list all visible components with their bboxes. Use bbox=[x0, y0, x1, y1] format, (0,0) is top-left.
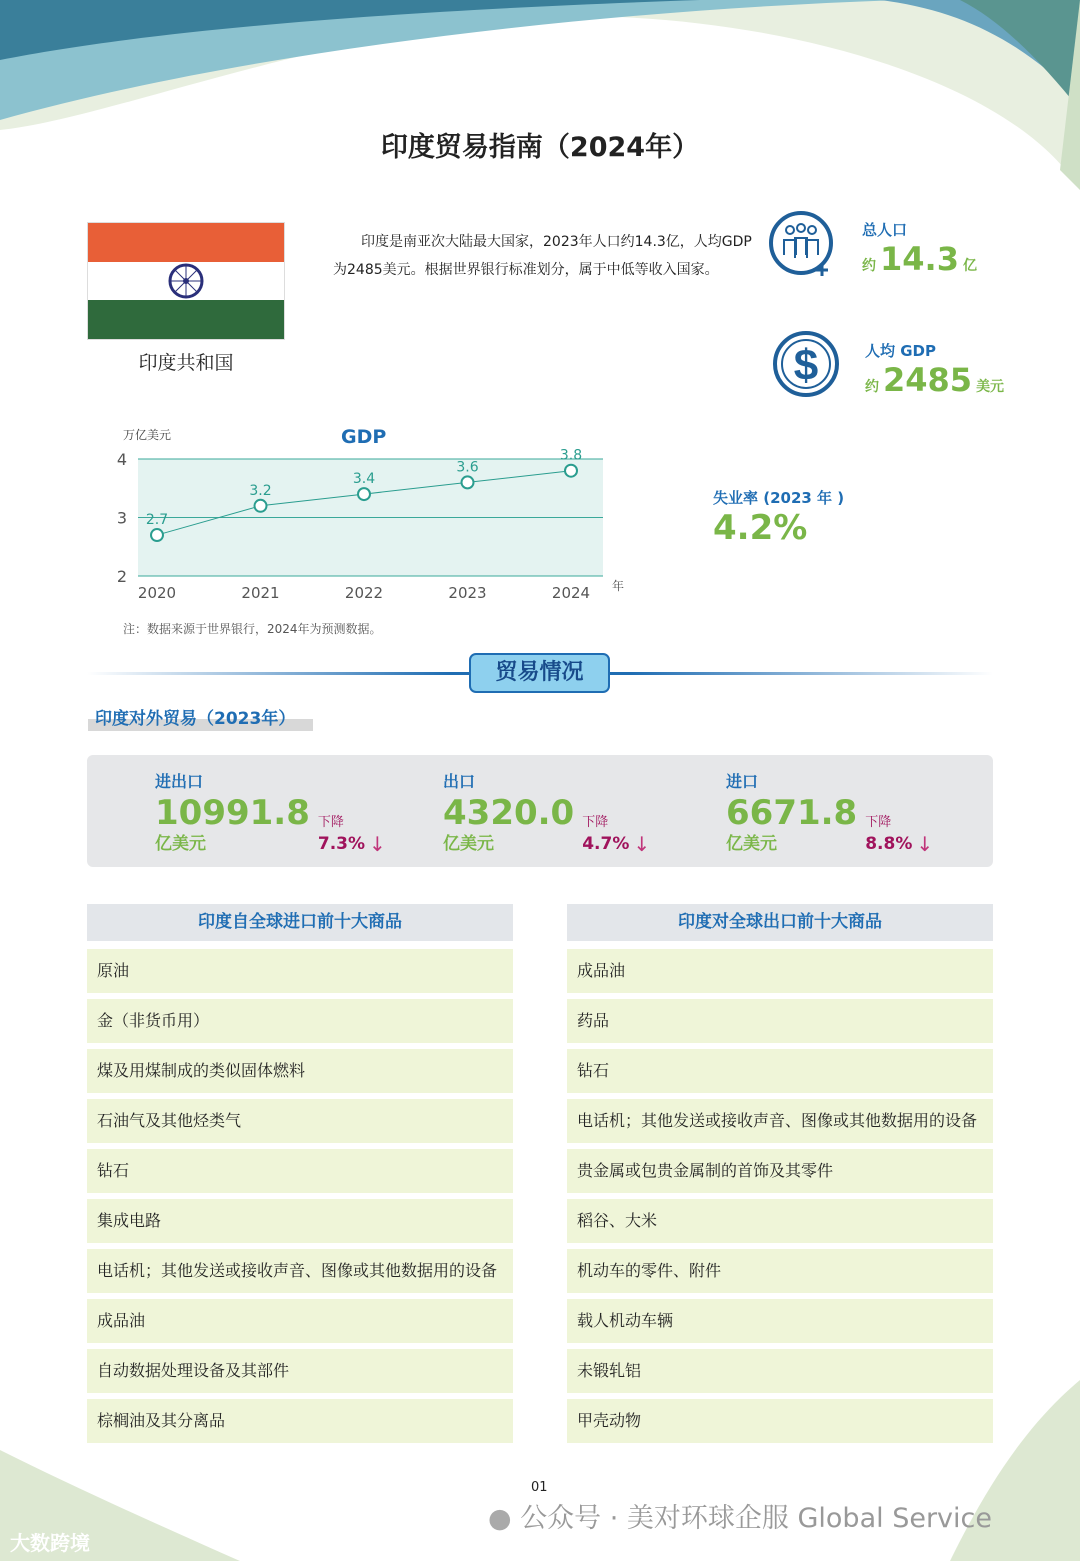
wechat-icon: ● bbox=[488, 1503, 512, 1534]
trade-export: 出口 4320.0 下降 亿美元 4.7% ↓ bbox=[443, 772, 651, 856]
down-arrow-icon: ↓ bbox=[916, 832, 934, 856]
x-tick-label: 2020 bbox=[137, 584, 177, 602]
page-number: 01 bbox=[531, 1480, 548, 1495]
trade-total: 进出口 10991.8 下降 亿美元 7.3% ↓ bbox=[155, 772, 386, 856]
dollar-icon bbox=[772, 330, 840, 398]
data-point bbox=[151, 529, 163, 541]
table-row: 集成电路 bbox=[87, 1199, 513, 1243]
x-tick-label: 2022 bbox=[344, 584, 384, 602]
table-row: 自动数据处理设备及其部件 bbox=[87, 1349, 513, 1393]
x-tick-label: 2024 bbox=[551, 584, 591, 602]
imports-table-header: 印度自全球进口前十大商品 bbox=[87, 904, 513, 941]
table-row: 原油 bbox=[87, 949, 513, 993]
down-arrow-icon: ↓ bbox=[633, 832, 651, 856]
page-title: 印度贸易指南（2024年） bbox=[380, 132, 700, 163]
data-point bbox=[255, 500, 267, 512]
watermark-logo: 大数跨境 bbox=[10, 1531, 90, 1555]
table-row: 电话机；其他发送或接收声音、图像或其他数据用的设备 bbox=[567, 1099, 993, 1143]
data-label: 3.8 bbox=[559, 447, 583, 464]
table-row: 电话机；其他发送或接收声音、图像或其他数据用的设备 bbox=[87, 1249, 513, 1293]
down-arrow-icon: ↓ bbox=[369, 832, 386, 856]
data-label: 3.2 bbox=[249, 482, 272, 499]
data-point bbox=[358, 488, 370, 500]
table-row: 煤及用煤制成的类似固体燃料 bbox=[87, 1049, 513, 1093]
trade-import: 进口 6671.8 下降 亿美元 8.8% ↓ bbox=[726, 772, 934, 856]
table-row: 药品 bbox=[567, 999, 993, 1043]
table-row: 石油气及其他烃类气 bbox=[87, 1099, 513, 1143]
y-tick-label: 4 bbox=[116, 450, 128, 469]
x-tick-label: 2021 bbox=[241, 584, 280, 602]
intro-text: 印度是南亚次大陆最大国家，2023年人口约14.3亿，人均GDP为2485美元。根据世界银行标准划分，属于中低等收入国家。 bbox=[333, 234, 752, 278]
exports-table-header: 印度对全球出口前十大商品 bbox=[567, 904, 993, 941]
table-row: 载人机动车辆 bbox=[567, 1299, 993, 1343]
gdp-line-chart bbox=[110, 445, 630, 610]
table-row: 稻谷、大米 bbox=[567, 1199, 993, 1243]
trade-summary bbox=[87, 755, 993, 867]
trade-subtitle: 印度对外贸易（2023年） bbox=[88, 704, 313, 731]
table-row: 棕榈油及其分离品 bbox=[87, 1399, 513, 1443]
imports-table bbox=[87, 904, 513, 1449]
table-row: 成品油 bbox=[87, 1299, 513, 1343]
section-title: 贸易情况 bbox=[469, 653, 610, 693]
table-row: 甲壳动物 bbox=[567, 1399, 993, 1443]
exports-table bbox=[567, 904, 993, 1449]
x-tick-label: 2023 bbox=[448, 584, 487, 602]
table-row: 成品油 bbox=[567, 949, 993, 993]
gdp-per-capita-stat: 人均 GDP 约 2485 美元 bbox=[865, 342, 1005, 399]
data-label: 2.7 bbox=[145, 512, 169, 529]
table-row: 金（非货币用） bbox=[87, 999, 513, 1043]
y-tick-label: 2 bbox=[116, 567, 128, 586]
y-tick-label: 3 bbox=[116, 508, 128, 528]
table-row: 机动车的零件、附件 bbox=[567, 1249, 993, 1293]
watermark: ● 公众号 · 美对环球企服 Global Service bbox=[488, 1503, 992, 1534]
unemployment-stat: 失业率 (2023 年 ) 4.2% bbox=[713, 489, 845, 548]
data-point bbox=[565, 465, 577, 477]
chart-note: 注：数据来源于世界银行，2024年为预测数据。 bbox=[123, 622, 382, 636]
india-flag bbox=[87, 222, 285, 340]
data-label: 3.4 bbox=[352, 471, 376, 488]
population-stat: 总人口 约 14.3 亿 bbox=[862, 221, 977, 278]
data-point bbox=[462, 476, 474, 488]
table-row: 钻石 bbox=[567, 1049, 993, 1093]
country-name: 印度共和国 bbox=[138, 352, 234, 374]
x-axis-label: 年 bbox=[612, 579, 625, 593]
data-label: 3.6 bbox=[456, 459, 479, 476]
chart-ylabel: 万亿美元 bbox=[123, 428, 172, 442]
population-icon bbox=[768, 210, 838, 280]
ashoka-chakra-icon bbox=[167, 262, 205, 300]
table-row: 贵金属或包贵金属制的首饰及其零件 bbox=[567, 1149, 993, 1193]
table-row: 未锻轧铝 bbox=[567, 1349, 993, 1393]
chart-title: GDP bbox=[341, 426, 387, 448]
svg-text:$: $ bbox=[793, 341, 819, 390]
table-row: 钻石 bbox=[87, 1149, 513, 1193]
